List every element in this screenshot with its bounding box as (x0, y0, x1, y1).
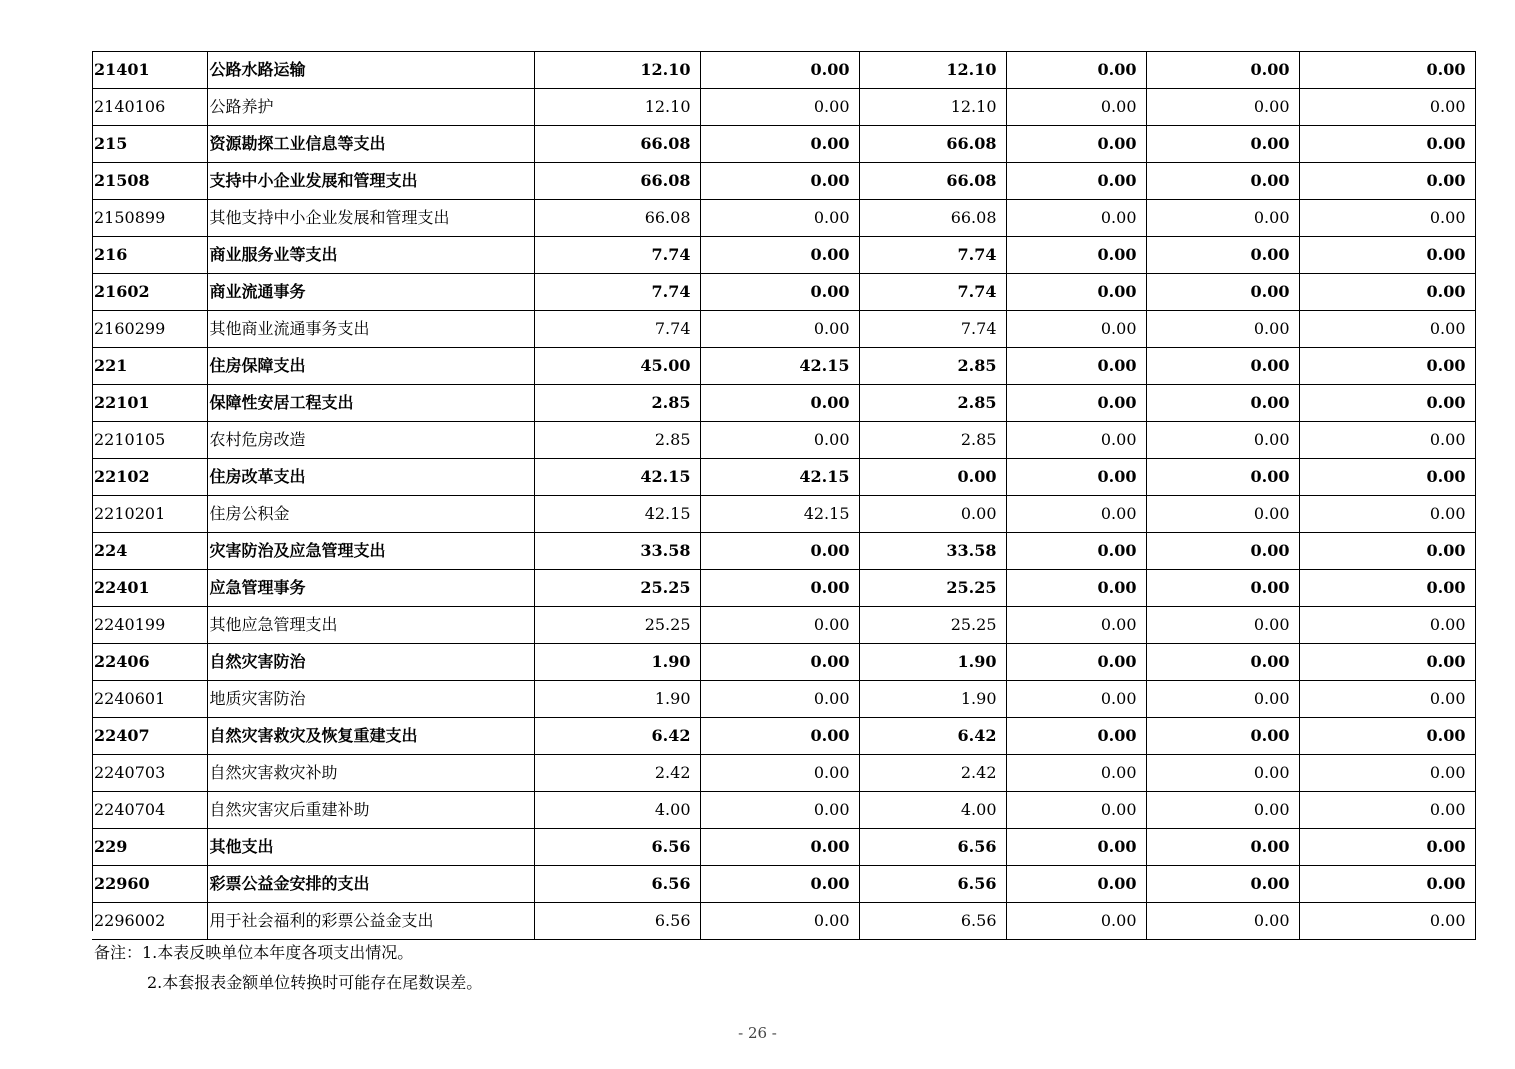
account-code-cell: 2150899 (92, 200, 207, 237)
amount-cell-v3: 7.74 (859, 274, 1006, 311)
amount-cell-v2: 0.00 (700, 829, 859, 866)
table-row (92, 644, 1475, 681)
account-code-cell: 22401 (92, 570, 207, 607)
amount-cell-v3: 6.56 (859, 829, 1006, 866)
amount-cell-v2: 0.00 (700, 718, 859, 755)
amount-cell-v1: 4.00 (534, 792, 700, 829)
amount-cell-v4: 0.00 (1006, 274, 1146, 311)
account-name-cell: 住房公积金 (207, 496, 534, 533)
account-name-cell: 保障性安居工程支出 (207, 385, 534, 422)
amount-cell-v4: 0.00 (1006, 348, 1146, 385)
amount-cell-v3: 2.85 (859, 385, 1006, 422)
note-line-1: 备注：1.本表反映单位本年度各项支出情况。 (94, 943, 414, 962)
amount-cell-v2: 42.15 (700, 496, 859, 533)
amount-cell-v3: 2.85 (859, 348, 1006, 385)
table-body (92, 52, 1475, 940)
account-code-cell: 2296002 (92, 903, 207, 940)
account-code-cell: 22960 (92, 866, 207, 903)
account-code-cell: 21401 (92, 52, 207, 89)
amount-cell-v1: 45.00 (534, 348, 700, 385)
table-row (92, 755, 1475, 792)
amount-cell-v4: 0.00 (1006, 311, 1146, 348)
amount-cell-v3: 6.56 (859, 903, 1006, 940)
amount-cell-v5: 0.00 (1146, 200, 1299, 237)
amount-cell-v6: 0.00 (1299, 496, 1475, 533)
amount-cell-v4: 0.00 (1006, 422, 1146, 459)
amount-cell-v6: 0.00 (1299, 163, 1475, 200)
note-line-2: 2.本套报表金额单位转换时可能存在尾数误差。 (147, 973, 483, 992)
account-name-cell: 公路水路运输 (207, 52, 534, 89)
amount-cell-v3: 6.56 (859, 866, 1006, 903)
amount-cell-v1: 42.15 (534, 496, 700, 533)
amount-cell-v2: 0.00 (700, 385, 859, 422)
account-name-cell: 其他应急管理支出 (207, 607, 534, 644)
amount-cell-v5: 0.00 (1146, 163, 1299, 200)
amount-cell-v2: 0.00 (700, 792, 859, 829)
notes (94, 938, 482, 998)
amount-cell-v4: 0.00 (1006, 459, 1146, 496)
amount-cell-v4: 0.00 (1006, 570, 1146, 607)
table-row (92, 311, 1475, 348)
amount-cell-v5: 0.00 (1146, 866, 1299, 903)
account-code-cell: 2160299 (92, 311, 207, 348)
amount-cell-v3: 7.74 (859, 311, 1006, 348)
account-name-cell: 自然灾害灾后重建补助 (207, 792, 534, 829)
amount-cell-v5: 0.00 (1146, 52, 1299, 89)
amount-cell-v6: 0.00 (1299, 200, 1475, 237)
account-name-cell: 住房改革支出 (207, 459, 534, 496)
account-code-cell: 229 (92, 829, 207, 866)
amount-cell-v4: 0.00 (1006, 903, 1146, 940)
table-row (92, 496, 1475, 533)
amount-cell-v1: 2.42 (534, 755, 700, 792)
amount-cell-v2: 0.00 (700, 570, 859, 607)
amount-cell-v6: 0.00 (1299, 755, 1475, 792)
amount-cell-v6: 0.00 (1299, 644, 1475, 681)
amount-cell-v1: 25.25 (534, 607, 700, 644)
amount-cell-v5: 0.00 (1146, 348, 1299, 385)
account-code-cell: 22102 (92, 459, 207, 496)
amount-cell-v6: 0.00 (1299, 681, 1475, 718)
amount-cell-v2: 42.15 (700, 459, 859, 496)
table-row (92, 385, 1475, 422)
amount-cell-v2: 0.00 (700, 126, 859, 163)
amount-cell-v2: 0.00 (700, 681, 859, 718)
amount-cell-v2: 0.00 (700, 903, 859, 940)
account-code-cell: 2210105 (92, 422, 207, 459)
amount-cell-v5: 0.00 (1146, 274, 1299, 311)
amount-cell-v2: 0.00 (700, 274, 859, 311)
table-row (92, 163, 1475, 200)
amount-cell-v6: 0.00 (1299, 792, 1475, 829)
amount-cell-v1: 6.56 (534, 903, 700, 940)
amount-cell-v1: 7.74 (534, 237, 700, 274)
account-name-cell: 其他支出 (207, 829, 534, 866)
amount-cell-v2: 0.00 (700, 533, 859, 570)
table-row (92, 200, 1475, 237)
account-name-cell: 用于社会福利的彩票公益金支出 (207, 903, 534, 940)
amount-cell-v3: 1.90 (859, 681, 1006, 718)
account-name-cell: 自然灾害防治 (207, 644, 534, 681)
amount-cell-v2: 0.00 (700, 89, 859, 126)
account-code-cell: 221 (92, 348, 207, 385)
amount-cell-v3: 2.85 (859, 422, 1006, 459)
amount-cell-v2: 0.00 (700, 311, 859, 348)
table-row (92, 237, 1475, 274)
account-code-cell: 21508 (92, 163, 207, 200)
amount-cell-v4: 0.00 (1006, 755, 1146, 792)
amount-cell-v3: 12.10 (859, 89, 1006, 126)
account-code-cell: 2210201 (92, 496, 207, 533)
amount-cell-v5: 0.00 (1146, 422, 1299, 459)
account-code-cell: 2240703 (92, 755, 207, 792)
amount-cell-v6: 0.00 (1299, 89, 1475, 126)
amount-cell-v3: 4.00 (859, 792, 1006, 829)
amount-cell-v1: 66.08 (534, 200, 700, 237)
amount-cell-v1: 6.42 (534, 718, 700, 755)
table-row (92, 459, 1475, 496)
amount-cell-v5: 0.00 (1146, 459, 1299, 496)
table-row (92, 718, 1475, 755)
amount-cell-v4: 0.00 (1006, 385, 1146, 422)
amount-cell-v5: 0.00 (1146, 755, 1299, 792)
amount-cell-v4: 0.00 (1006, 496, 1146, 533)
account-code-cell: 2240199 (92, 607, 207, 644)
expenditure-table (92, 51, 1476, 940)
table-row (92, 607, 1475, 644)
amount-cell-v5: 0.00 (1146, 385, 1299, 422)
amount-cell-v2: 0.00 (700, 755, 859, 792)
amount-cell-v3: 2.42 (859, 755, 1006, 792)
account-code-cell: 215 (92, 126, 207, 163)
amount-cell-v5: 0.00 (1146, 792, 1299, 829)
amount-cell-v3: 25.25 (859, 607, 1006, 644)
amount-cell-v1: 6.56 (534, 866, 700, 903)
amount-cell-v3: 1.90 (859, 644, 1006, 681)
amount-cell-v1: 42.15 (534, 459, 700, 496)
amount-cell-v6: 0.00 (1299, 126, 1475, 163)
amount-cell-v6: 0.00 (1299, 718, 1475, 755)
amount-cell-v6: 0.00 (1299, 385, 1475, 422)
amount-cell-v4: 0.00 (1006, 866, 1146, 903)
amount-cell-v6: 0.00 (1299, 570, 1475, 607)
account-name-cell: 自然灾害救灾及恢复重建支出 (207, 718, 534, 755)
amount-cell-v6: 0.00 (1299, 459, 1475, 496)
account-code-cell: 2240601 (92, 681, 207, 718)
amount-cell-v4: 0.00 (1006, 237, 1146, 274)
amount-cell-v5: 0.00 (1146, 681, 1299, 718)
account-name-cell: 商业服务业等支出 (207, 237, 534, 274)
amount-cell-v1: 7.74 (534, 274, 700, 311)
amount-cell-v5: 0.00 (1146, 718, 1299, 755)
amount-cell-v4: 0.00 (1006, 718, 1146, 755)
amount-cell-v4: 0.00 (1006, 126, 1146, 163)
table-row (92, 681, 1475, 718)
amount-cell-v6: 0.00 (1299, 829, 1475, 866)
table-row (92, 570, 1475, 607)
amount-cell-v1: 6.56 (534, 829, 700, 866)
amount-cell-v5: 0.00 (1146, 311, 1299, 348)
amount-cell-v4: 0.00 (1006, 163, 1146, 200)
amount-cell-v5: 0.00 (1146, 829, 1299, 866)
amount-cell-v3: 6.42 (859, 718, 1006, 755)
amount-cell-v4: 0.00 (1006, 829, 1146, 866)
amount-cell-v3: 25.25 (859, 570, 1006, 607)
amount-cell-v1: 2.85 (534, 422, 700, 459)
account-name-cell: 自然灾害救灾补助 (207, 755, 534, 792)
amount-cell-v6: 0.00 (1299, 422, 1475, 459)
account-name-cell: 其他商业流通事务支出 (207, 311, 534, 348)
amount-cell-v5: 0.00 (1146, 496, 1299, 533)
account-code-cell: 2140106 (92, 89, 207, 126)
amount-cell-v6: 0.00 (1299, 607, 1475, 644)
amount-cell-v6: 0.00 (1299, 348, 1475, 385)
account-code-cell: 22406 (92, 644, 207, 681)
table-row (92, 348, 1475, 385)
amount-cell-v1: 25.25 (534, 570, 700, 607)
amount-cell-v4: 0.00 (1006, 89, 1146, 126)
amount-cell-v3: 66.08 (859, 126, 1006, 163)
account-name-cell: 支持中小企业发展和管理支出 (207, 163, 534, 200)
table-row (92, 866, 1475, 903)
amount-cell-v4: 0.00 (1006, 52, 1146, 89)
account-code-cell: 2240704 (92, 792, 207, 829)
amount-cell-v2: 0.00 (700, 237, 859, 274)
amount-cell-v6: 0.00 (1299, 52, 1475, 89)
table-row (92, 792, 1475, 829)
account-name-cell: 农村危房改造 (207, 422, 534, 459)
amount-cell-v2: 0.00 (700, 52, 859, 89)
amount-cell-v2: 0.00 (700, 644, 859, 681)
amount-cell-v2: 0.00 (700, 422, 859, 459)
amount-cell-v1: 1.90 (534, 681, 700, 718)
table-row (92, 52, 1475, 89)
amount-cell-v3: 0.00 (859, 459, 1006, 496)
amount-cell-v3: 0.00 (859, 496, 1006, 533)
account-code-cell: 22101 (92, 385, 207, 422)
amount-cell-v2: 0.00 (700, 200, 859, 237)
amount-cell-v6: 0.00 (1299, 311, 1475, 348)
amount-cell-v1: 12.10 (534, 89, 700, 126)
account-code-cell: 224 (92, 533, 207, 570)
amount-cell-v1: 7.74 (534, 311, 700, 348)
amount-cell-v5: 0.00 (1146, 903, 1299, 940)
account-name-cell: 彩票公益金安排的支出 (207, 866, 534, 903)
amount-cell-v1: 12.10 (534, 52, 700, 89)
amount-cell-v4: 0.00 (1006, 681, 1146, 718)
amount-cell-v5: 0.00 (1146, 126, 1299, 163)
amount-cell-v5: 0.00 (1146, 607, 1299, 644)
amount-cell-v6: 0.00 (1299, 533, 1475, 570)
account-name-cell: 住房保障支出 (207, 348, 534, 385)
amount-cell-v1: 2.85 (534, 385, 700, 422)
table-row (92, 903, 1475, 940)
amount-cell-v6: 0.00 (1299, 903, 1475, 940)
account-name-cell: 公路养护 (207, 89, 534, 126)
account-name-cell: 资源勘探工业信息等支出 (207, 126, 534, 163)
account-name-cell: 地质灾害防治 (207, 681, 534, 718)
table-row (92, 422, 1475, 459)
account-name-cell: 灾害防治及应急管理支出 (207, 533, 534, 570)
amount-cell-v4: 0.00 (1006, 200, 1146, 237)
amount-cell-v1: 66.08 (534, 126, 700, 163)
table-row (92, 89, 1475, 126)
amount-cell-v6: 0.00 (1299, 866, 1475, 903)
amount-cell-v5: 0.00 (1146, 89, 1299, 126)
amount-cell-v3: 33.58 (859, 533, 1006, 570)
account-name-cell: 其他支持中小企业发展和管理支出 (207, 200, 534, 237)
amount-cell-v4: 0.00 (1006, 792, 1146, 829)
table-row (92, 274, 1475, 311)
amount-cell-v5: 0.00 (1146, 533, 1299, 570)
account-code-cell: 22407 (92, 718, 207, 755)
amount-cell-v2: 0.00 (700, 866, 859, 903)
account-name-cell: 商业流通事务 (207, 274, 534, 311)
table-row (92, 533, 1475, 570)
amount-cell-v1: 33.58 (534, 533, 700, 570)
amount-cell-v1: 1.90 (534, 644, 700, 681)
amount-cell-v2: 0.00 (700, 163, 859, 200)
amount-cell-v3: 7.74 (859, 237, 1006, 274)
table-row (92, 829, 1475, 866)
account-code-cell: 21602 (92, 274, 207, 311)
amount-cell-v3: 66.08 (859, 200, 1006, 237)
amount-cell-v2: 42.15 (700, 348, 859, 385)
amount-cell-v1: 66.08 (534, 163, 700, 200)
amount-cell-v2: 0.00 (700, 607, 859, 644)
amount-cell-v5: 0.00 (1146, 237, 1299, 274)
amount-cell-v5: 0.00 (1146, 570, 1299, 607)
amount-cell-v6: 0.00 (1299, 237, 1475, 274)
amount-cell-v4: 0.00 (1006, 533, 1146, 570)
amount-cell-v4: 0.00 (1006, 644, 1146, 681)
table-row (92, 126, 1475, 163)
account-name-cell: 应急管理事务 (207, 570, 534, 607)
amount-cell-v3: 12.10 (859, 52, 1006, 89)
amount-cell-v5: 0.00 (1146, 644, 1299, 681)
amount-cell-v3: 66.08 (859, 163, 1006, 200)
amount-cell-v4: 0.00 (1006, 607, 1146, 644)
amount-cell-v6: 0.00 (1299, 274, 1475, 311)
account-code-cell: 216 (92, 237, 207, 274)
page-number: - 26 - (738, 1024, 777, 1042)
